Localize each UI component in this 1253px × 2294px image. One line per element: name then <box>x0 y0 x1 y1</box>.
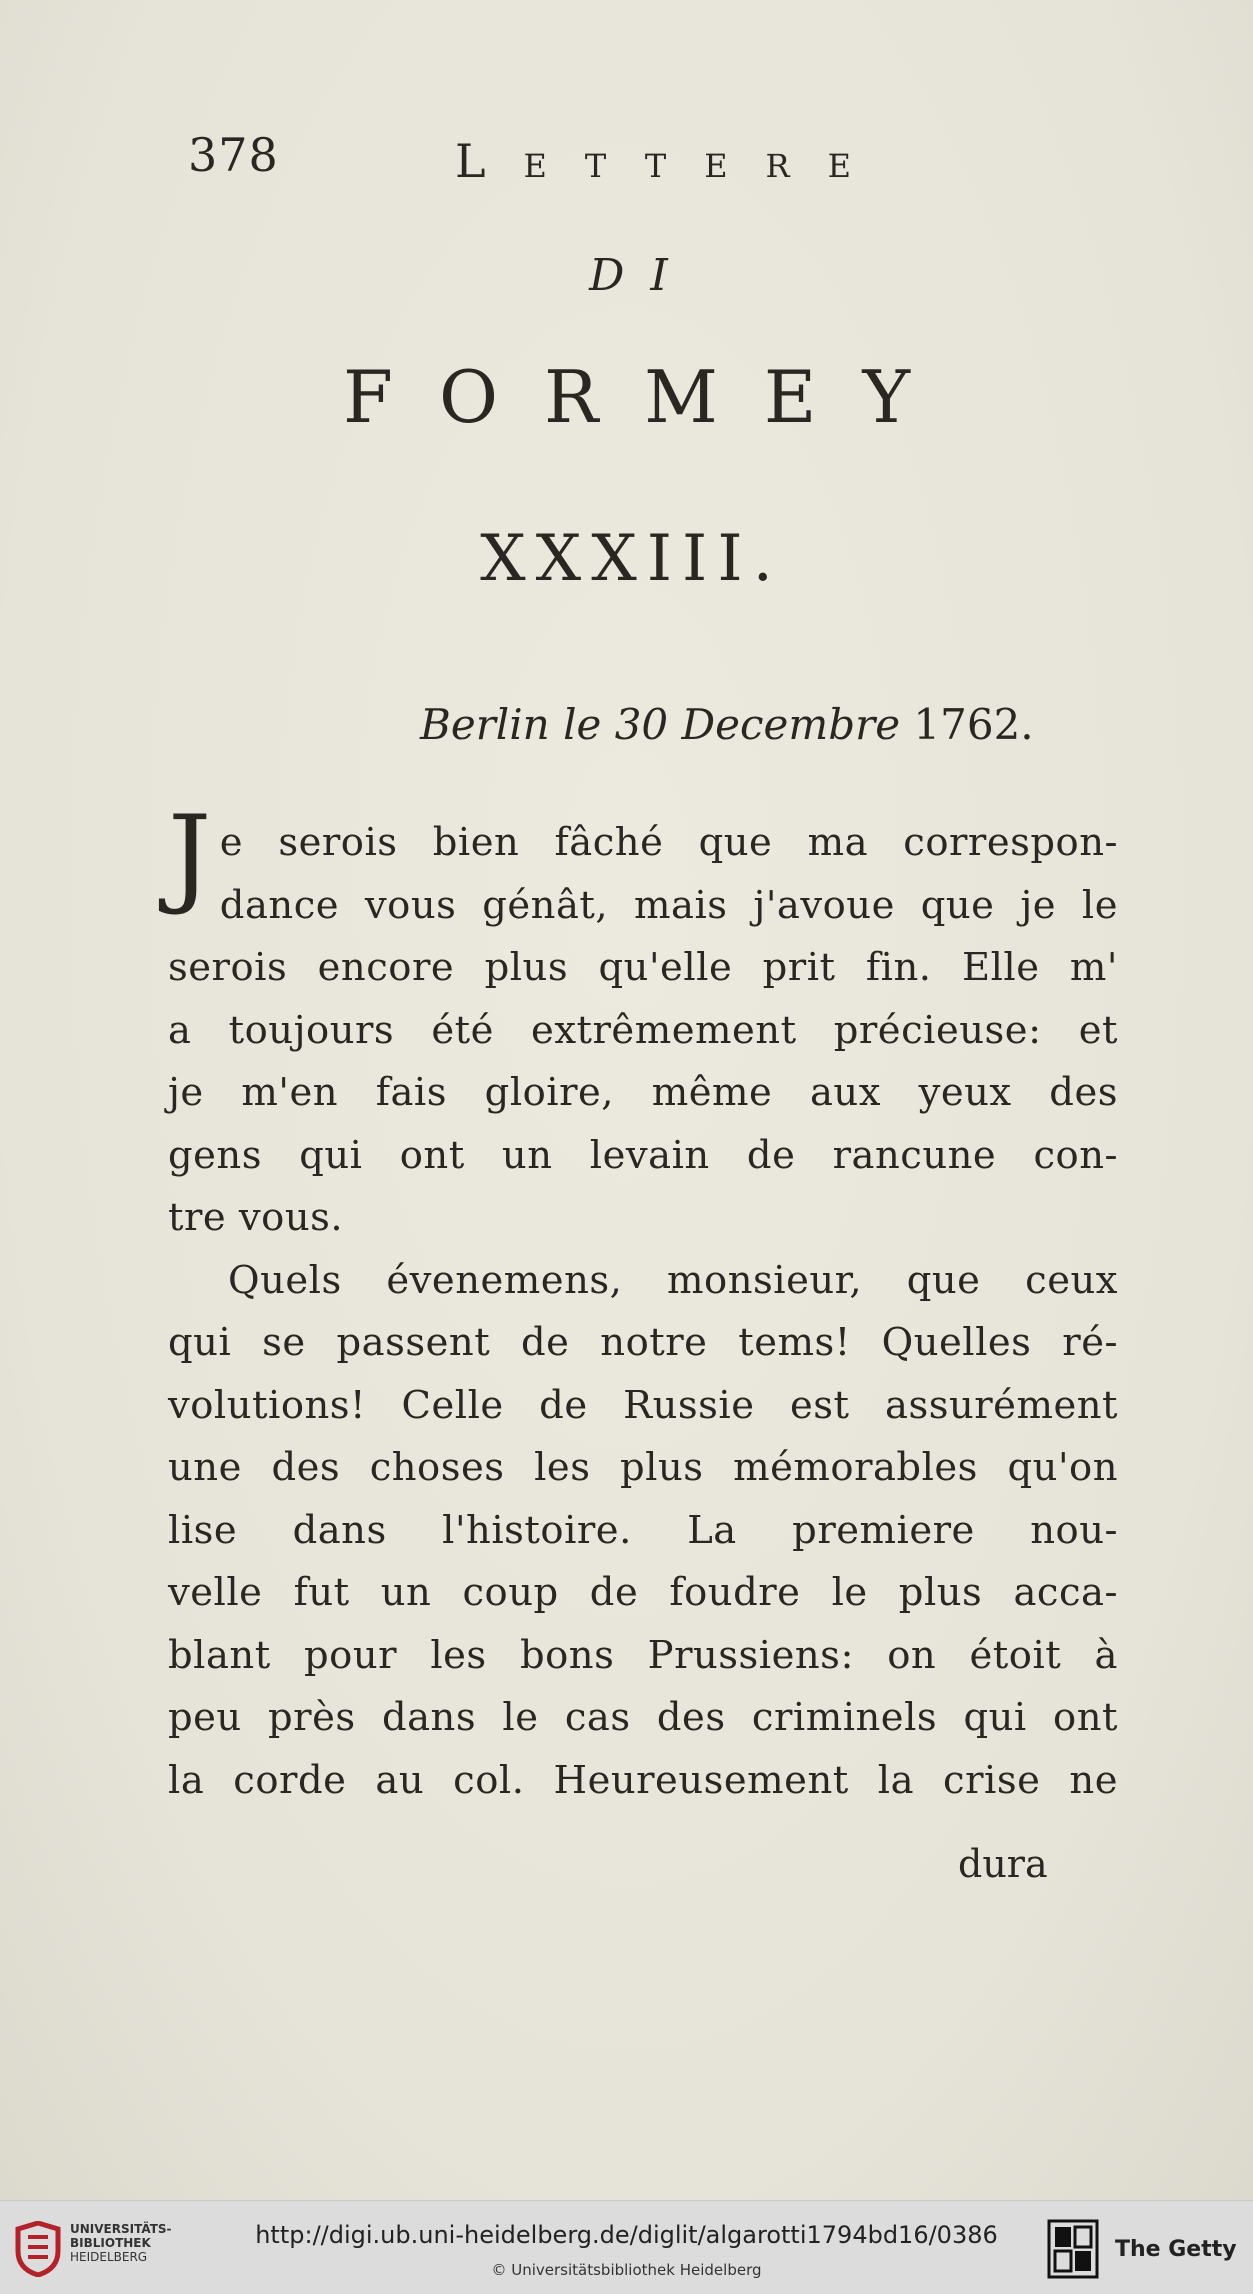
text-line: gens qui ont un levain de rancune con- <box>168 1132 1118 1178</box>
text-line: serois encore plus qu'elle prit fin. Elle m' <box>168 945 1118 990</box>
text-line: peu près dans le cas des criminels qui ont <box>168 1695 1118 1740</box>
text-line: qui se passent de notre tems! Quelles ré- <box>168 1320 1118 1365</box>
text-line: a toujours été extrêmement précieuse: et <box>168 1007 1118 1053</box>
permalink-url[interactable]: http://digi.ub.uni-heidelberg.de/diglit/algarotti1794bd16/0386 <box>255 2221 998 2249</box>
dateline-year: 1762. <box>913 700 1034 749</box>
page-number: 378 <box>188 128 279 182</box>
logo-line-3: HEIDELBERG <box>70 2250 148 2264</box>
getty-mark-icon <box>1047 2219 1099 2279</box>
title-formey: FORMEY <box>342 355 956 439</box>
text-line: dance vous génât, mais j'avoue que je le <box>219 882 1118 928</box>
text-line: tre vous. <box>168 1195 344 1240</box>
getty-name: The Getty <box>1115 2237 1237 2262</box>
title-di: DI <box>589 250 694 301</box>
dateline-place-date: Berlin le 30 Decembre <box>420 700 901 749</box>
text-line: je m'en fais gloire, même aux yeux des <box>168 1070 1118 1115</box>
paragraph-1 <box>168 793 1118 1250</box>
text-line: blant pour les bons Prussiens: on étoit à <box>168 1632 1118 1678</box>
text-line: la corde au col. Heureusement la crise ne <box>168 1757 1118 1803</box>
text-line: volutions! Celle de Russie est assurément <box>168 1382 1118 1428</box>
letter-body <box>168 793 1118 1812</box>
running-title: Lettere <box>455 134 889 188</box>
logo-line-1: UNIVERSITÄTS- <box>70 2222 172 2236</box>
text-line: e serois bien fâché que ma correspon- <box>219 820 1118 865</box>
letter-number: XXXIII. <box>480 522 783 596</box>
text-line: lise dans l'histoire. La premiere nou- <box>168 1507 1118 1553</box>
viewer-footer <box>0 2200 1253 2294</box>
text-line: une des choses les plus mémorables qu'on <box>168 1445 1118 1490</box>
drop-cap: J <box>168 793 212 918</box>
text-line: Quels évenemens, monsieur, que ceux <box>228 1257 1118 1303</box>
dateline <box>420 700 1034 749</box>
logo-line-2: BIBLIOTHEK <box>70 2236 151 2250</box>
paragraph-2 <box>168 1250 1118 1813</box>
catchword: dura <box>958 1842 1048 1886</box>
text-line: velle fut un coup de foudre le plus acca- <box>168 1570 1118 1615</box>
getty-logo[interactable] <box>1047 2215 1237 2285</box>
copyright-notice: © Universitätsbibliothek Heidelberg <box>491 2261 762 2279</box>
